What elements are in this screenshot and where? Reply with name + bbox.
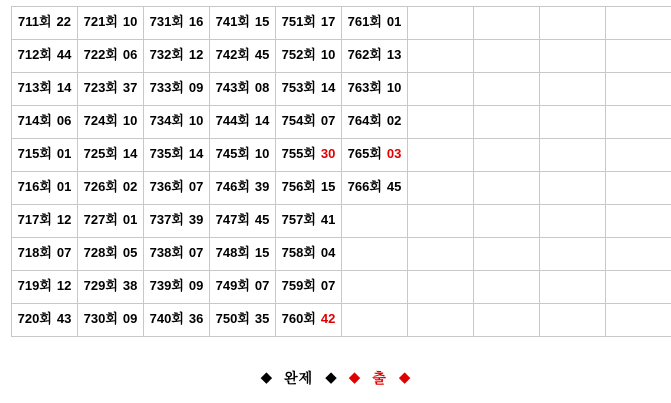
round-cell: [276, 304, 342, 337]
empty-cell: [606, 271, 671, 304]
round-cell: [210, 7, 276, 40]
round-label: 721회: [83, 14, 118, 29]
round-value: 15: [254, 14, 270, 29]
round-value: 38: [122, 278, 138, 293]
rounds-table: [11, 6, 671, 337]
round-label: 755회: [281, 146, 316, 161]
empty-cell: [606, 106, 671, 139]
round-label: 766회: [347, 179, 382, 194]
round-value: 07: [188, 245, 204, 260]
round-label: 715회: [17, 146, 52, 161]
round-label: 720회: [17, 311, 52, 326]
round-cell: [144, 7, 210, 40]
round-cell: [78, 40, 144, 73]
round-value: 09: [188, 80, 204, 95]
empty-cell: [408, 7, 474, 40]
round-cell: [276, 271, 342, 304]
round-cell: [276, 238, 342, 271]
round-cell: [276, 139, 342, 172]
round-cell: [12, 205, 78, 238]
round-label: 743회: [215, 80, 250, 95]
round-value: 41: [320, 212, 336, 227]
table-row: [12, 205, 671, 238]
round-label: 739회: [149, 278, 184, 293]
empty-cell: [540, 172, 606, 205]
round-cell: [144, 205, 210, 238]
round-value: 15: [254, 245, 270, 260]
round-cell: [342, 106, 408, 139]
legend: [0, 370, 671, 385]
round-value: 13: [386, 47, 402, 62]
round-value: 02: [386, 113, 402, 128]
empty-cell: [342, 271, 408, 304]
round-label: 752회: [281, 47, 316, 62]
round-label: 765회: [347, 146, 382, 161]
round-label: 718회: [17, 245, 52, 260]
round-cell: [78, 205, 144, 238]
round-value: 07: [56, 245, 72, 260]
empty-cell: [474, 271, 540, 304]
round-label: 740회: [149, 311, 184, 326]
empty-cell: [540, 40, 606, 73]
round-label: 719회: [17, 278, 52, 293]
round-label: 764회: [347, 113, 382, 128]
round-cell: [342, 73, 408, 106]
black-diamond-icon: ◆: [260, 369, 273, 386]
empty-cell: [474, 238, 540, 271]
round-label: 730회: [83, 311, 118, 326]
empty-cell: [606, 40, 671, 73]
round-value: 01: [122, 212, 138, 227]
round-cell: [342, 139, 408, 172]
round-label: 757회: [281, 212, 316, 227]
empty-cell: [408, 172, 474, 205]
round-value: 15: [320, 179, 336, 194]
table-row: [12, 172, 671, 205]
empty-cell: [342, 238, 408, 271]
round-label: 712회: [17, 47, 52, 62]
empty-cell: [606, 172, 671, 205]
empty-cell: [606, 304, 671, 337]
empty-cell: [474, 172, 540, 205]
round-label: 731회: [149, 14, 184, 29]
round-value: 35: [254, 311, 270, 326]
table-row: [12, 106, 671, 139]
round-cell: [144, 139, 210, 172]
round-value: 36: [188, 311, 204, 326]
round-label: 754회: [281, 113, 316, 128]
round-label: 713회: [17, 80, 52, 95]
round-value: 05: [122, 245, 138, 260]
red-diamond-icon: ◆: [398, 369, 411, 386]
round-label: 735회: [149, 146, 184, 161]
round-label: 717회: [17, 212, 52, 227]
round-value: 45: [254, 212, 270, 227]
round-cell: [12, 7, 78, 40]
round-value: 06: [56, 113, 72, 128]
round-label: 746회: [215, 179, 250, 194]
round-cell: [276, 7, 342, 40]
round-value: 07: [188, 179, 204, 194]
empty-cell: [540, 73, 606, 106]
round-label: 742회: [215, 47, 250, 62]
round-value: 14: [320, 80, 336, 95]
empty-cell: [606, 238, 671, 271]
round-value: 06: [122, 47, 138, 62]
empty-cell: [342, 205, 408, 238]
round-value: 07: [320, 113, 336, 128]
round-value: 39: [254, 179, 270, 194]
empty-cell: [540, 7, 606, 40]
round-value: 30: [320, 146, 336, 161]
empty-cell: [408, 271, 474, 304]
round-value: 42: [320, 311, 336, 326]
round-cell: [276, 106, 342, 139]
empty-cell: [408, 73, 474, 106]
round-cell: [144, 73, 210, 106]
round-cell: [12, 139, 78, 172]
round-cell: [12, 73, 78, 106]
round-value: 43: [56, 311, 72, 326]
round-label: 762회: [347, 47, 382, 62]
round-cell: [210, 238, 276, 271]
round-value: 03: [386, 146, 402, 161]
round-value: 10: [386, 80, 402, 95]
empty-cell: [540, 238, 606, 271]
round-value: 10: [122, 14, 138, 29]
empty-cell: [540, 139, 606, 172]
empty-cell: [606, 7, 671, 40]
round-value: 22: [56, 14, 71, 29]
round-value: 10: [122, 113, 138, 128]
black-diamond-icon: ◆: [325, 369, 337, 386]
round-value: 09: [188, 278, 204, 293]
table-row: [12, 73, 671, 106]
round-value: 44: [56, 47, 72, 62]
round-value: 16: [188, 14, 204, 29]
round-value: 12: [56, 278, 72, 293]
round-label: 732회: [149, 47, 184, 62]
empty-cell: [606, 73, 671, 106]
empty-cell: [474, 106, 540, 139]
table-row: [12, 304, 671, 337]
round-value: 09: [122, 311, 138, 326]
round-cell: [12, 271, 78, 304]
empty-cell: [408, 205, 474, 238]
round-value: 01: [386, 14, 402, 29]
round-cell: [276, 40, 342, 73]
empty-cell: [540, 271, 606, 304]
round-value: 12: [56, 212, 72, 227]
round-label: 741회: [215, 14, 250, 29]
round-label: 734회: [149, 113, 184, 128]
round-cell: [144, 304, 210, 337]
empty-cell: [408, 106, 474, 139]
round-cell: [78, 304, 144, 337]
round-cell: [12, 238, 78, 271]
round-cell: [210, 271, 276, 304]
round-value: 17: [320, 14, 336, 29]
table-row: [12, 40, 671, 73]
round-label: 723회: [83, 80, 118, 95]
round-cell: [78, 271, 144, 304]
round-value: 10: [254, 146, 270, 161]
round-cell: [144, 40, 210, 73]
round-value: 10: [188, 113, 204, 128]
round-label: 724회: [83, 113, 118, 128]
legend-label-chul: 출: [372, 369, 387, 386]
round-label: 737회: [149, 212, 184, 227]
round-value: 07: [254, 278, 270, 293]
table-row: [12, 238, 671, 271]
round-label: 753회: [281, 80, 316, 95]
round-value: 39: [188, 212, 204, 227]
round-cell: [276, 172, 342, 205]
round-cell: [210, 304, 276, 337]
round-label: 726회: [83, 179, 118, 194]
rounds-table-body: [12, 7, 671, 337]
round-cell: [210, 205, 276, 238]
empty-cell: [342, 304, 408, 337]
round-value: 37: [122, 80, 138, 95]
round-label: 733회: [149, 80, 184, 95]
empty-cell: [474, 7, 540, 40]
round-cell: [78, 73, 144, 106]
round-label: 760회: [281, 311, 316, 326]
round-value: 04: [320, 245, 336, 260]
round-label: 722회: [83, 47, 118, 62]
empty-cell: [540, 205, 606, 238]
table-row: [12, 139, 671, 172]
round-cell: [210, 73, 276, 106]
empty-cell: [474, 139, 540, 172]
round-cell: [12, 40, 78, 73]
round-cell: [276, 205, 342, 238]
empty-cell: [474, 73, 540, 106]
round-value: 01: [56, 146, 72, 161]
round-cell: [144, 106, 210, 139]
round-cell: [78, 172, 144, 205]
round-label: 761회: [347, 14, 382, 29]
round-cell: [210, 172, 276, 205]
round-cell: [342, 7, 408, 40]
round-label: 758회: [281, 245, 316, 260]
round-label: 714회: [17, 113, 52, 128]
round-label: 729회: [83, 278, 118, 293]
round-value: 12: [188, 47, 204, 62]
empty-cell: [474, 40, 540, 73]
round-label: 750회: [215, 311, 250, 326]
round-label: 728회: [83, 245, 118, 260]
round-value: 14: [188, 146, 204, 161]
round-label: 745회: [215, 146, 250, 161]
round-label: 756회: [281, 179, 316, 194]
round-cell: [144, 172, 210, 205]
round-label: 759회: [281, 278, 316, 293]
empty-cell: [606, 139, 671, 172]
empty-cell: [606, 205, 671, 238]
round-value: 07: [320, 278, 336, 293]
round-cell: [210, 106, 276, 139]
round-cell: [78, 238, 144, 271]
empty-cell: [408, 139, 474, 172]
round-cell: [210, 40, 276, 73]
empty-cell: [408, 40, 474, 73]
empty-cell: [540, 304, 606, 337]
round-label: 711회: [18, 14, 52, 29]
table-row: [12, 7, 671, 40]
empty-cell: [408, 304, 474, 337]
round-label: 748회: [215, 245, 250, 260]
round-value: 01: [56, 179, 72, 194]
round-value: 08: [254, 80, 270, 95]
table-row: [12, 271, 671, 304]
round-label: 749회: [215, 278, 250, 293]
empty-cell: [474, 205, 540, 238]
round-cell: [144, 271, 210, 304]
round-cell: [342, 172, 408, 205]
empty-cell: [408, 238, 474, 271]
round-label: 736회: [149, 179, 184, 194]
red-diamond-icon: ◆: [348, 369, 361, 386]
round-value: 14: [122, 146, 138, 161]
round-cell: [276, 73, 342, 106]
round-value: 14: [254, 113, 270, 128]
round-cell: [12, 106, 78, 139]
round-value: 10: [320, 47, 336, 62]
round-value: 14: [56, 80, 72, 95]
round-label: 744회: [215, 113, 250, 128]
round-label: 716회: [17, 179, 52, 194]
round-value: 45: [254, 47, 270, 62]
round-label: 763회: [347, 80, 382, 95]
round-cell: [342, 40, 408, 73]
round-cell: [78, 139, 144, 172]
round-value: 45: [386, 179, 402, 194]
round-label: 738회: [149, 245, 184, 260]
round-cell: [144, 238, 210, 271]
round-label: 751회: [281, 14, 316, 29]
round-cell: [12, 304, 78, 337]
round-value: 02: [122, 179, 138, 194]
round-cell: [78, 106, 144, 139]
round-label: 725회: [83, 146, 118, 161]
round-cell: [78, 7, 144, 40]
round-cell: [210, 139, 276, 172]
empty-cell: [474, 304, 540, 337]
round-label: 727회: [83, 212, 118, 227]
round-cell: [12, 172, 78, 205]
round-label: 747회: [215, 212, 250, 227]
legend-label-wanje: 완제: [284, 369, 314, 386]
empty-cell: [540, 106, 606, 139]
